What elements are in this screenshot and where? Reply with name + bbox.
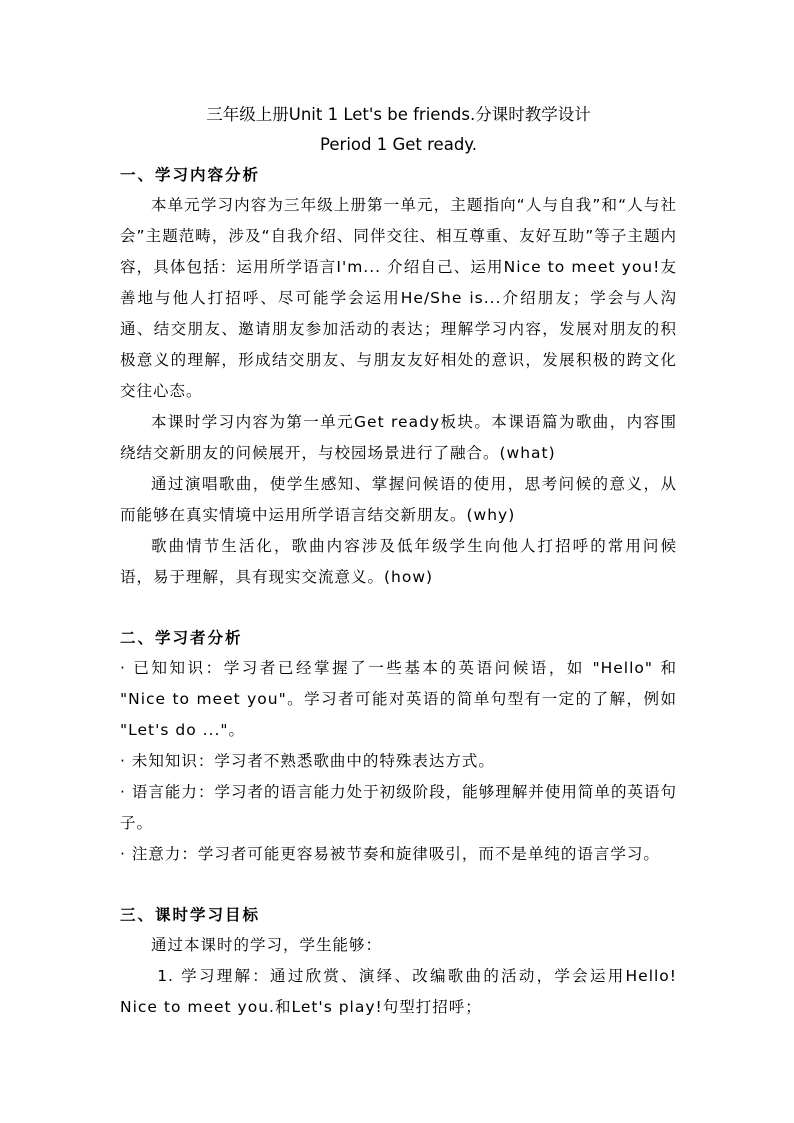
content-analysis-paragraph: 本单元学习内容为三年级上册第一单元，主题指向“人与自我”和“人与社会”主题范畴，涉及“自我介绍、同伴交往、相互尊重、友好互助”等子主题内容，具体包括：运用所学语言I'm... 介绍自己、运用Nice to meet you!友善地与他人打招呼、尽可能学会运用He/She is...介绍朋友；学会与人沟通、结交朋友、邀请朋友参加活动的表达；理解学习内容，发展对朋友的积极意义的理解，形成结交朋友、与朋友友好相处的意识，发展积极的跨文化交往心态。 (120, 196, 677, 400)
learner-analysis-item: · 未知知识：学习者不熟悉歌曲中的特殊表达方式。 (120, 752, 495, 770)
section-spacer (120, 593, 677, 623)
section-spacer (120, 870, 677, 900)
document-title: 三年级上册Unit 1 Let's be friends.分课时教学设计 (206, 105, 591, 124)
learner-analysis-item: · 注意力：学习者可能更容易被节奏和旋律吸引，而不是单纯的语言学习。 (120, 845, 660, 863)
learner-analysis-item: · 已知知识：学习者已经掌握了一些基本的英语问候语，如 "Hello" 和 "Nice to meet you"。学习者可能对英语的简单句型有一定的了解，例如 "Let's do ..."。 (120, 659, 677, 739)
content-analysis-paragraph: 本课时学习内容为第一单元Get ready板块。本课语篇为歌曲，内容围绕结交新朋友的问候展开，与校园场景进行了融合。(what) (120, 413, 677, 462)
section-heading-learner-analysis: 二、学习者分析 (120, 629, 243, 647)
learner-analysis-item: · 语言能力：学习者的语言能力处于初级阶段，能够理解并使用简单的英语句子。 (120, 783, 677, 832)
section-heading-content-analysis: 一、学习内容分析 (120, 166, 261, 184)
section-heading-learning-goals: 三、课时学习目标 (120, 906, 261, 924)
document-subtitle: Period 1 Get ready. (320, 135, 477, 154)
content-analysis-paragraph: 通过演唱歌曲，使学生感知、掌握问候语的使用，思考问候的意义，从而能够在真实情境中运用所学语言结交新朋友。(why) (120, 475, 677, 524)
document-body (120, 100, 677, 1023)
content-analysis-paragraph: 歌曲情节生活化，歌曲内容涉及低年级学生向他人打招呼的常用问候语，易于理解，具有现实交流意义。(how) (120, 537, 677, 586)
learning-goals-intro: 通过本课时的学习，学生能够： (151, 936, 383, 954)
learning-goal-item: 1. 学习理解：通过欣赏、演绎、改编歌曲的活动，学会运用Hello! Nice to meet you.和Let's play!句型打招呼； (120, 967, 677, 1016)
